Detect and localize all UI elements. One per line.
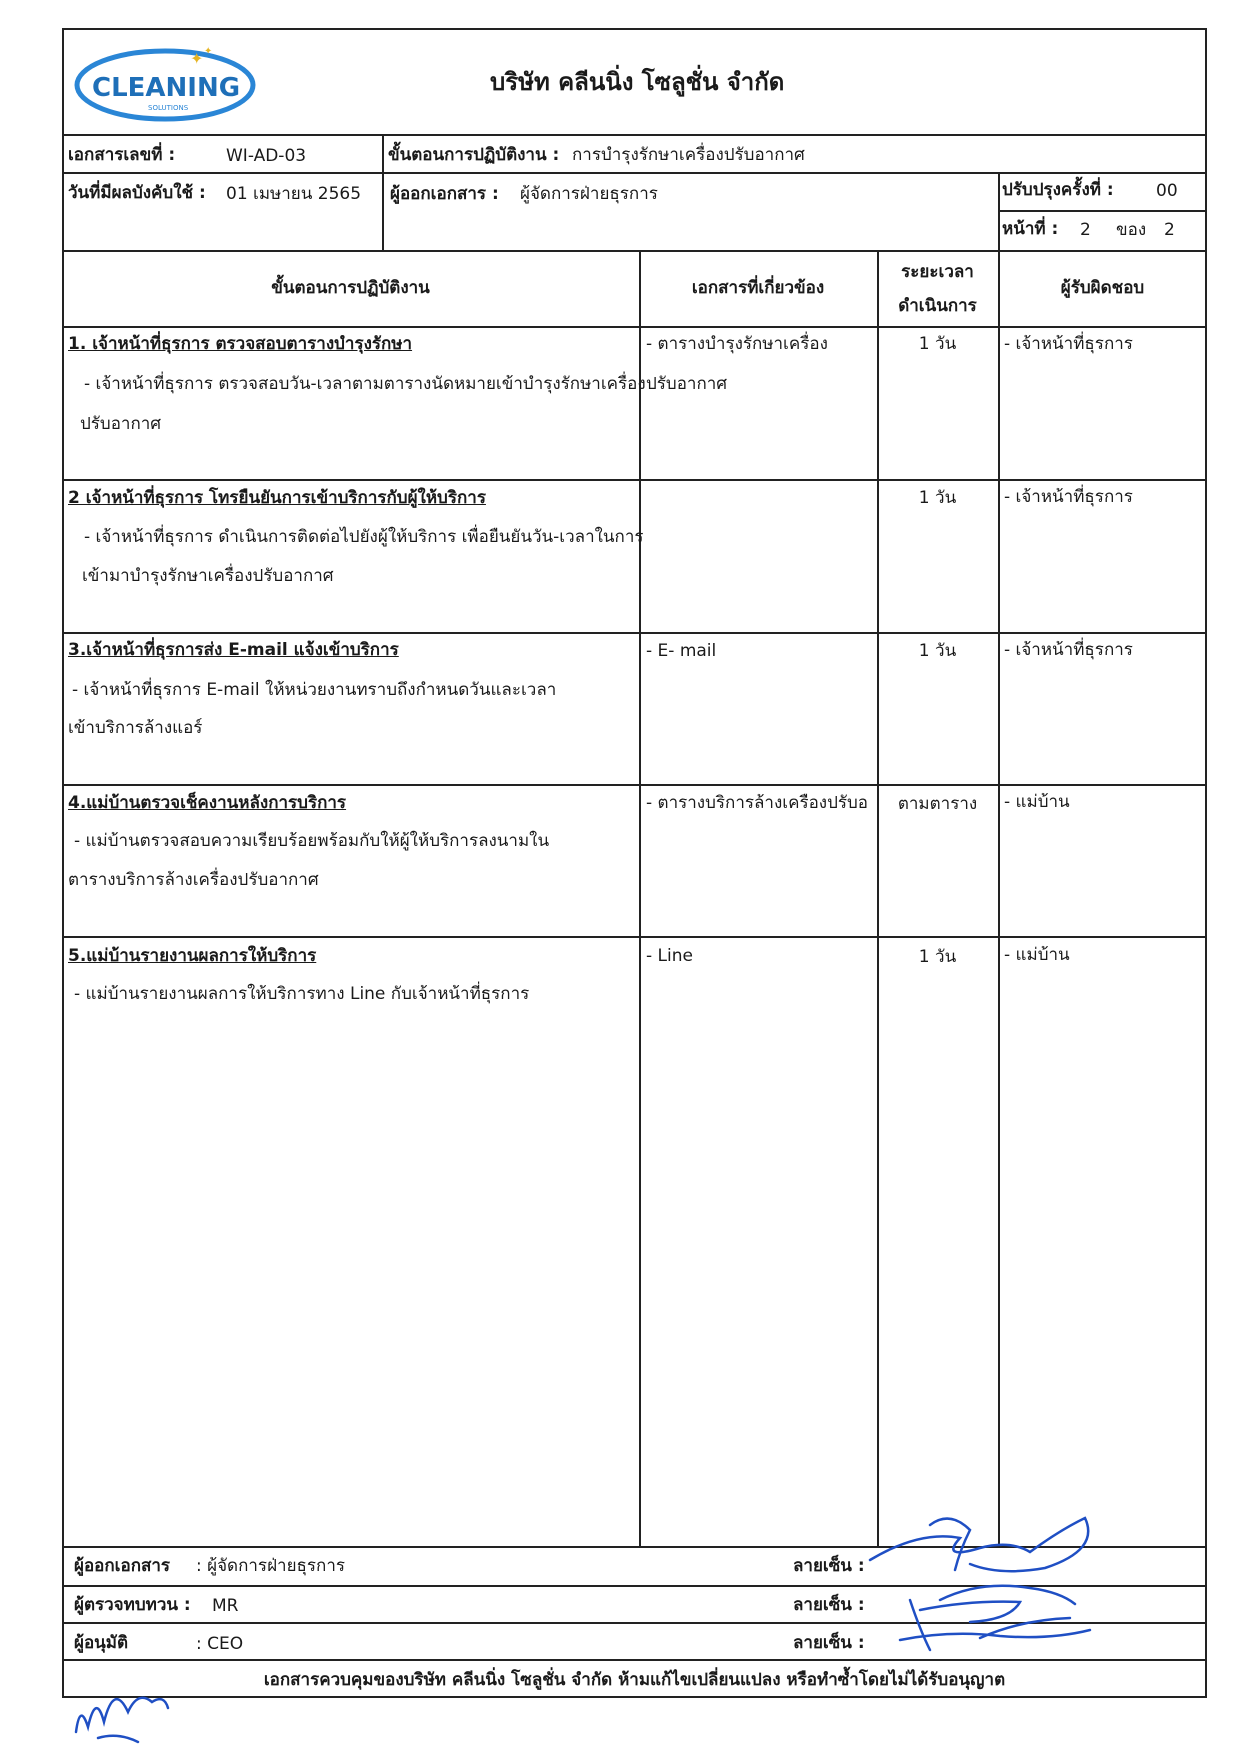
procedure-value: การบำรุงรักษาเครื่องปรับอากาศ bbox=[572, 145, 805, 165]
reviewer-signature-label: ลายเซ็น : bbox=[793, 1595, 865, 1615]
page-value: 2 bbox=[1080, 220, 1091, 240]
step-3-desc-line1: - เจ้าหน้าที่ธุรการ E-mail ให้หน่วยงานทราบถึงกำหนดวันและเวลา bbox=[72, 680, 557, 700]
step-3-duration: 1 วัน bbox=[918, 641, 957, 661]
doc-no-value: WI-AD-03 bbox=[226, 146, 307, 166]
step-2-responsible: - เจ้าหน้าที่ธุรการ bbox=[1004, 487, 1133, 507]
footer-approver-label: ผู้อนุมัติ bbox=[74, 1633, 129, 1653]
svg-text:✦: ✦ bbox=[204, 46, 213, 57]
step-3-title: 3.เจ้าหน้าที่ธุรการส่ง E-mail แจ้งเข้าบริการ bbox=[68, 640, 399, 660]
step-3-responsible: - เจ้าหน้าที่ธุรการ bbox=[1004, 640, 1133, 660]
document-control-notice: เอกสารควบคุมของบริษัท คลีนนิ่ง โซลูชั่น จำกัด ห้ามแก้ไขเปลี่ยนแปลง หรือทำซ้ำโดยไม่ได้รับอนุญาต bbox=[263, 1670, 1006, 1690]
step-1-duration: 1 วัน bbox=[918, 334, 957, 354]
effective-date-value: 01 เมษายน 2565 bbox=[226, 184, 362, 204]
step-5-desc-line1: - แม่บ้านรายงานผลการให้บริการทาง Line กับเจ้าหน้าที่ธุรการ bbox=[74, 984, 530, 1004]
column-header-duration-1: ระยะเวลา bbox=[901, 262, 974, 282]
column-header-step: ขั้นตอนการปฏิบัติงาน bbox=[271, 278, 430, 298]
step-2-title: 2 เจ้าหน้าที่ธุรการ โทรยืนยันการเข้าบริการกับผู้ให้บริการ bbox=[68, 488, 486, 508]
column-header-docs: เอกสารที่เกี่ยวข้อง bbox=[691, 278, 825, 298]
step-3-desc-line2: เข้าบริการล้างแอร์ bbox=[68, 718, 203, 738]
revision-value: 00 bbox=[1156, 181, 1178, 201]
revision-label: ปรับปรุงครั้งที่ : bbox=[1002, 180, 1114, 200]
footer-issuer-label: ผู้ออกเอกสาร bbox=[74, 1556, 171, 1576]
step-2-duration: 1 วัน bbox=[918, 488, 957, 508]
of-value: 2 bbox=[1164, 220, 1175, 240]
svg-text:✦: ✦ bbox=[190, 49, 204, 68]
step-1-title: 1. เจ้าหน้าที่ธุรการ ตรวจสอบตารางบำรุงรักษา bbox=[68, 334, 413, 354]
company-logo bbox=[70, 40, 260, 125]
effective-date-label: วันที่มีผลบังคับใช้ : bbox=[68, 183, 206, 203]
company-title: บริษัท คลีนนิ่ง โซลูชั่น จำกัด bbox=[490, 68, 785, 96]
footer-approver-value: : CEO bbox=[196, 1634, 244, 1654]
step-2-desc-line1: - เจ้าหน้าที่ธุรการ ดำเนินการติดต่อไปยังผู้ให้บริการ เพื่อยืนยันวัน-เวลาในการ bbox=[84, 527, 644, 547]
step-5-duration: 1 วัน bbox=[918, 947, 957, 967]
step-5-responsible: - แม่บ้าน bbox=[1004, 945, 1070, 965]
step-3-doc-line1: - E- mail bbox=[646, 641, 717, 661]
step-4-responsible: - แม่บ้าน bbox=[1004, 792, 1070, 812]
initials-signature bbox=[68, 1672, 178, 1750]
signatures bbox=[860, 1490, 1100, 1660]
step-4-title: 4.แม่บ้านตรวจเช็คงานหลังการบริการ bbox=[68, 793, 347, 813]
step-4-desc-line2: ตารางบริการล้างเครื่องปรับอากาศ bbox=[68, 870, 319, 890]
approver-signature-label: ลายเซ็น : bbox=[793, 1633, 865, 1653]
step-4-duration: ตามตาราง bbox=[897, 794, 978, 814]
step-1-doc-line2: ปรับอากาศ bbox=[646, 374, 728, 394]
page-label: หน้าที่ : bbox=[1002, 219, 1059, 239]
step-2-desc-line2: เข้ามาบำรุงรักษาเครื่องปรับอากาศ bbox=[82, 566, 334, 586]
of-label: ของ bbox=[1116, 220, 1147, 240]
issuer-signature-label: ลายเซ็น : bbox=[793, 1556, 865, 1576]
procedure-label: ขั้นตอนการปฏิบัติงาน : bbox=[388, 145, 560, 165]
logo-text: CLEANING bbox=[92, 73, 241, 103]
column-header-duration-2: ดำเนินการ bbox=[898, 296, 977, 316]
step-4-doc-line1: - ตารางบริการล้างเครื่องปรับอ bbox=[646, 793, 869, 813]
column-header-responsible: ผู้รับผิดชอบ bbox=[1060, 278, 1145, 298]
step-5-title: 5.แม่บ้านรายงานผลการให้บริการ bbox=[68, 946, 317, 966]
step-1-desc-line2: ปรับอากาศ bbox=[80, 414, 162, 434]
issuer-label: ผู้ออกเอกสาร : bbox=[390, 184, 499, 204]
step-5-doc-line1: - Line bbox=[646, 946, 693, 966]
step-1-responsible: - เจ้าหน้าที่ธุรการ bbox=[1004, 334, 1133, 354]
doc-no-label: เอกสารเลขที่ : bbox=[68, 145, 176, 165]
footer-issuer-value: : ผู้จัดการฝ่ายธุรการ bbox=[196, 1556, 346, 1576]
footer-reviewer-label: ผู้ตรวจทบทวน : bbox=[74, 1595, 191, 1615]
footer-reviewer-value: MR bbox=[212, 1596, 239, 1616]
logo-subtext: SOLUTIONS bbox=[148, 104, 189, 112]
step-1-doc-line1: - ตารางบำรุงรักษาเครื่อง bbox=[646, 334, 828, 354]
step-1-desc-line1: - เจ้าหน้าที่ธุรการ ตรวจสอบวัน-เวลาตามตารางนัดหมายเข้าบำรุงรักษาเครื่อง bbox=[84, 374, 646, 394]
step-4-desc-line1: - แม่บ้านตรวจสอบความเรียบร้อยพร้อมกับให้ผู้ให้บริการลงนามใน bbox=[74, 831, 550, 851]
issuer-value: ผู้จัดการฝ่ายธุรการ bbox=[520, 184, 658, 204]
